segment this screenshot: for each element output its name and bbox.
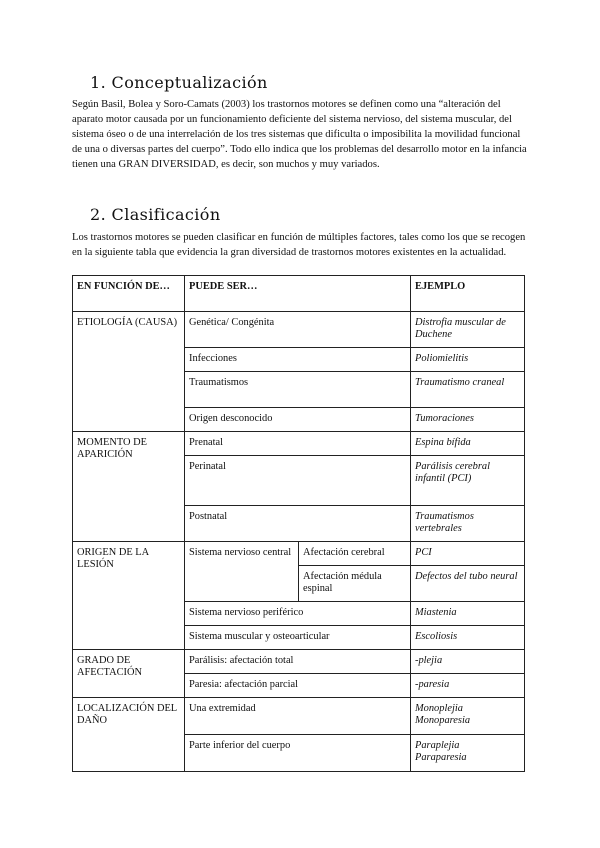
type-cell: Sistema nervioso periférico xyxy=(185,602,411,626)
type-cell: Paresia: afectación parcial xyxy=(185,674,411,698)
category-momento: MOMENTO DE APARICIÓN xyxy=(73,432,185,542)
table-row xyxy=(73,432,525,456)
section-2-heading: 2. Clasificación xyxy=(90,205,221,224)
example-cell: Miastenia xyxy=(411,602,525,626)
type-cell: Parte inferior del cuerpo xyxy=(185,735,411,772)
type-cell: Infecciones xyxy=(185,348,411,372)
category-localizacion: LOCALIZACIÓN DEL DAÑO xyxy=(73,698,185,772)
type-cell: Genética/ Congénita xyxy=(185,312,411,348)
subtype-cell: Afectación cerebral xyxy=(299,542,411,566)
example-cell xyxy=(411,735,525,772)
example-line: Paraplejia xyxy=(415,740,460,751)
header-puede-ser: PUEDE SER… xyxy=(185,276,411,312)
example-line: Monoplejia xyxy=(415,703,463,714)
subtype-cell: Afectación médula espinal xyxy=(299,566,411,602)
type-cell: Sistema muscular y osteoarticular xyxy=(185,626,411,650)
category-etiologia: ETIOLOGÍA (CAUSA) xyxy=(73,312,185,432)
section-2-paragraph: Los trastornos motores se pueden clasificar en función de múltiples factores, tales como los que se recogen en la siguiente tabla que evidencia la gran diversidad de trastornos motores existentes en la actualidad. xyxy=(72,232,526,258)
example-cell: Poliomielitis xyxy=(411,348,525,372)
type-cell: Una extremidad xyxy=(185,698,411,735)
example-cell: Escoliosis xyxy=(411,626,525,650)
example-cell xyxy=(411,698,525,735)
example-cell: Parálisis cerebral infantil (PCI) xyxy=(411,456,525,506)
table-row xyxy=(73,312,525,348)
classification-table xyxy=(72,275,525,772)
type-cell: Origen desconocido xyxy=(185,408,411,432)
example-cell: Distrofia muscular de Duchene xyxy=(411,312,525,348)
type-cell: Perinatal xyxy=(185,456,411,506)
example-cell: Traumatismos vertebrales xyxy=(411,506,525,542)
snc-cell: Sistema nervioso central xyxy=(185,542,299,602)
example-cell: Defectos del tubo neural xyxy=(411,566,525,602)
header-en-funcion: EN FUNCIÓN DE… xyxy=(73,276,185,312)
example-cell: Espina bífida xyxy=(411,432,525,456)
example-cell: Tumoraciones xyxy=(411,408,525,432)
category-origen: ORIGEN DE LA LESIÓN xyxy=(73,542,185,650)
example-cell: -paresia xyxy=(411,674,525,698)
type-cell: Prenatal xyxy=(185,432,411,456)
table-header-row xyxy=(73,276,525,312)
table-row xyxy=(73,650,525,674)
type-cell: Parálisis: afectación total xyxy=(185,650,411,674)
example-line: Monoparesia xyxy=(415,715,471,726)
category-grado: GRADO DE AFECTACIÓN xyxy=(73,650,185,698)
section-1-heading: 1. Conceptualización xyxy=(90,73,268,92)
example-line: Paraparesia xyxy=(415,752,467,763)
example-cell: -plejia xyxy=(411,650,525,674)
header-ejemplo: EJEMPLO xyxy=(411,276,525,312)
type-cell: Traumatismos xyxy=(185,372,411,408)
table-row xyxy=(73,542,525,566)
example-cell: Traumatismo craneal xyxy=(411,372,525,408)
table-row xyxy=(73,698,525,735)
section-1-paragraph: Según Basil, Bolea y Soro-Camats (2003) los trastornos motores se definen como una “alteración del aparato motor causada por un funcionamiento deficiente del sistema nervioso, del sistema muscular, del sistema óseo o de una interrelación de los tres sistemas que dificulta o imposibilita la movilidad funcional de una o diversas partes del cuerpo”. Todo ello indica que los problemas del desarrollo motor en la infancia tienen una GRAN DIVERSIDAD, es decir, son muchos y muy variados. xyxy=(72,99,527,170)
type-cell: Postnatal xyxy=(185,506,411,542)
example-cell: PCI xyxy=(411,542,525,566)
